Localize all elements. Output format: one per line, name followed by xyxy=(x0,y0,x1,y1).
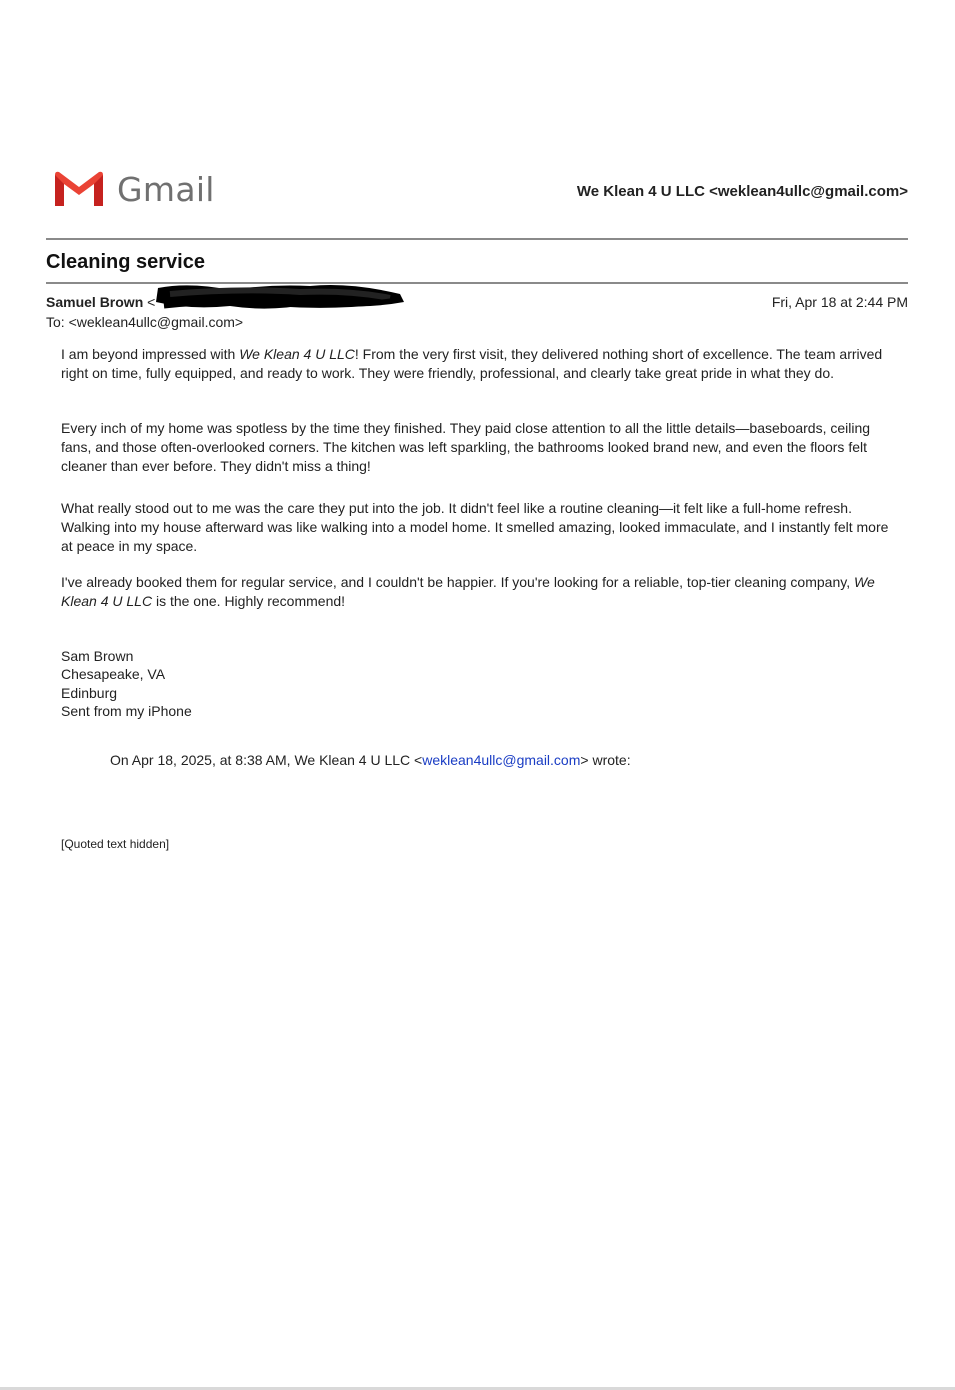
body-text: I am beyond impressed with xyxy=(61,346,240,362)
company-name: We Klean 4 U LLC xyxy=(61,574,875,609)
body-paragraph-2: Every inch of my home was spotless by the time they finished. They paid close attention to all the little details—baseboards, ceiling fans, and those often-overlooked corners. The kitchen was left sparkling, the bathrooms looked brand new, and even the floors felt cleaner than ever before. They didn't miss a thing! xyxy=(61,420,871,474)
body-paragraph-3: What really stood out to me was the care they put into the job. It didn't feel like a routine cleaning—it felt like a full-home refresh. Walking into my house afterward was like walking into a model home. It smelled amazing, looked immaculate, and I instantly felt more at peace in my space. xyxy=(61,500,889,554)
quoted-email-link[interactable]: weklean4ullc@gmail.com xyxy=(422,752,581,768)
gmail-logo xyxy=(53,168,215,210)
account-address: We Klean 4 U LLC <weklean4ullc@gmail.com> xyxy=(576,183,908,200)
sender-prefix: < xyxy=(147,294,156,310)
body-paragraph-1 xyxy=(61,345,901,383)
gmail-wordmark: Gmail xyxy=(117,169,215,209)
quote-suffix: > wrote: xyxy=(580,752,631,768)
sender-name: Samuel Brown xyxy=(46,294,144,310)
email-date: Fri, Apr 18 at 2:44 PM xyxy=(771,294,908,310)
body-text: is the one. Highly recommend! xyxy=(152,592,346,609)
header-divider xyxy=(46,238,908,240)
quote-prefix: On Apr 18, 2025, at 8:38 AM, We Klean 4 U LLC < xyxy=(110,752,423,768)
recipient-line: To: <weklean4ullc@gmail.com> xyxy=(46,314,244,330)
redaction-scribble xyxy=(150,280,408,314)
company-name: We Klean 4 U LLC xyxy=(239,346,355,362)
from-line xyxy=(46,294,155,310)
email-subject: Cleaning service xyxy=(46,251,205,273)
signature-line: Edinburg xyxy=(61,684,118,701)
signature-line: Sam Brown xyxy=(61,648,134,664)
quoted-text-hidden[interactable]: [Quoted text hidden] xyxy=(61,837,170,851)
signature-line: Chesapeake, VA xyxy=(61,666,166,683)
body-text: I've already booked them for regular service, and I couldn't be happier. If you're looking for a reliable, top-tier cleaning company, xyxy=(61,574,854,590)
quote-header xyxy=(110,752,631,768)
signature-block xyxy=(61,647,192,720)
body-text: ! From the very first visit, they delivered nothing short of excellence. The team arrived right on time, fully equipped, and ready to work. They were friendly, professional, and clearly take great pride in what they do. xyxy=(61,346,883,381)
gmail-m-icon xyxy=(53,170,105,208)
signature-line: Sent from my iPhone xyxy=(61,702,192,719)
body-paragraph-4 xyxy=(61,573,901,611)
